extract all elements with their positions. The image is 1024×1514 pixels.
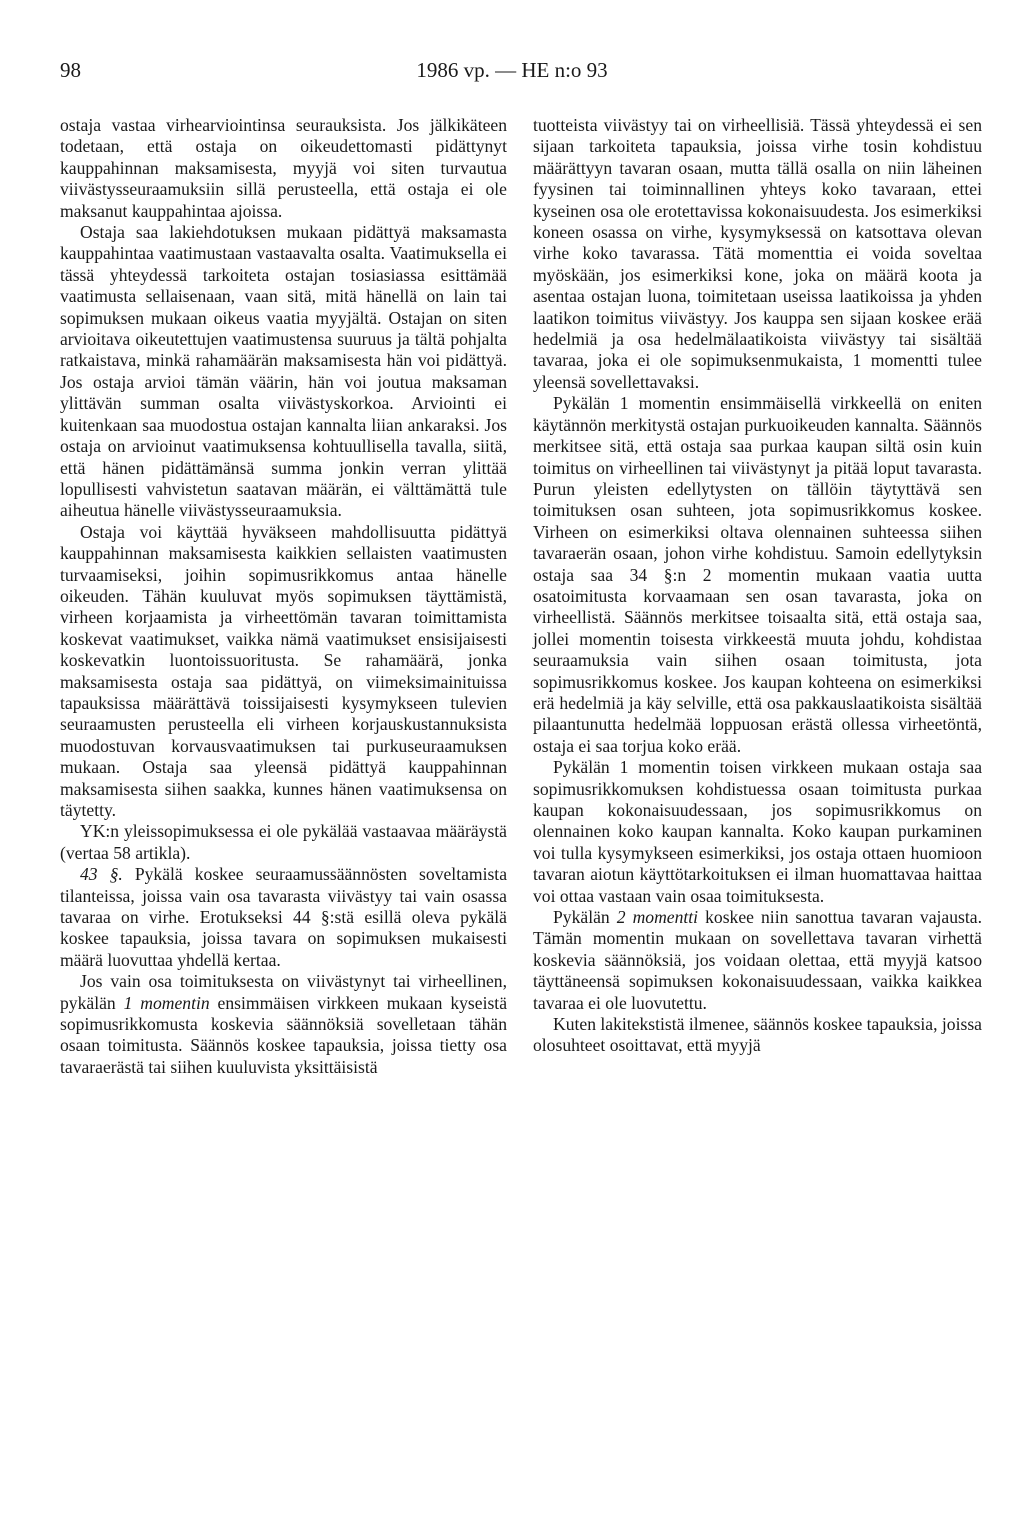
paragraph xyxy=(533,907,982,1014)
paragraph: Ostaja voi käyttää hyväkseen mahdollisuutta pidättyä kauppahinnan maksamisesta kaikkien sellaisten vaatimusten turvaamiseksi, joihin sopimusrikkomus antaa hänelle oikeuden. Tähän kuuluvat myös sopimuksen täyttämistä, virheen korjaamista ja virheettömän tavaran toimittamista koskevat vaatimukset, vaikka nämä vaatimukset ensisijaisesti koskevatkin luontoissuoritusta. Se rahamäärä, jonka maksamisesta ostaja saa pidättyä, on viimeksimainituissa tapauksissa määrättävä toissijaisesti kysymykseen tulevien seuraamusten perusteella eli virheen korjauskustannuksista muodostuvan korvausvaatimuksen tai purkuseuraamuksen mukaan. Ostaja saa yleensä pidättyä kauppahinnan maksamisesta siihen saakka, kunnes hänen vaatimuksensa on täytetty. xyxy=(60,521,507,820)
page-number: 98 xyxy=(60,58,81,82)
paragraph-text: Pykälä koskee seuraamussäännösten soveltamista tilanteissa, joissa vain osa tavarasta viivästyy tai vain osassa tavaraa on virhe. Erotukseksi 44 §:stä esillä oleva pykälä koskee tapauksia, joissa tavara on sopimuksen mukaisesti määrä luovuttaa yhdellä kertaa. xyxy=(60,864,508,970)
paragraph: Kuten lakitekstistä ilmenee, säännös koskee tapauksia, joissa olosuhteet osoittavat, että myyjä xyxy=(533,1014,982,1056)
paragraph-text: Pykälän xyxy=(553,907,617,928)
paragraph: tuotteista viivästyy tai on virheellisiä. Tässä yhteydessä ei sen sijaan tarkoiteta tapauksia, joissa virhe tosin kohdistuu määrättyyn tavaran osaan, mutta tällä osalla on niin läheinen fyysinen tai toiminnallinen yhteys koko tavaraan, ettei kyseinen osa ole erotettavissa kokonaisuudesta. Jos esimerkiksi koneen osassa on virhe, kysymyksessä on katsottava olevan virhe koko tavarassa. Tätä momenttia ei voida soveltaa myöskään, jos esimerkiksi kone, joka on määrä koota ja asentaa ostajan luona, toimitetaan useissa laatikoissa ja yhden laatikon toimitus viivästyy. Jos kauppa sen sijaan koskee erää hedelmiä ja osa hedelmälaatikoista viivästyy tai sisältää tavaraa, joka ei ole sopimuksenmukaista, 1 momentti tulee yleensä sovellettavaksi. xyxy=(533,115,982,392)
page-header xyxy=(60,58,964,88)
paragraph xyxy=(60,864,507,971)
paragraph xyxy=(60,971,507,1078)
emphasis-term: 2 momentti xyxy=(616,907,699,928)
emphasis-term: 1 momentin xyxy=(123,992,210,1013)
section-reference: 43 §. xyxy=(80,864,123,885)
paragraph: Pykälän 1 momentin ensimmäisellä virkkeellä on eniten käytännön merkitystä ostajan purkuoikeuden kannalta. Säännös merkitsee sitä, että ostaja saa purkaa kaupan siltä osin kuin toimitus on virheellinen tai viivästynyt ja pitää loput tavarasta. Purun yleisten edellytysten on tällöin täytyttävä sen toimituksen osan suhteen, jota sopimusrikkomus koskee. Virheen on esimerkiksi oltava olennainen suhteessa siihen tavaraerän osaan, johon virhe kohdistuu. Samoin edellytyksin ostaja saa 34 §:n 2 momentin mukaan vaatia uutta osatoimitusta korvaamaan sen osan tavarasta, joka on virheellistä. Säännös merkitsee toisaalta sitä, että ostaja saa, jollei momentin toisesta virkkeestä muuta johdu, kohdistaa seuraamuksia vain siihen osaan toimitusta, jota sopimusrikkomus koskee. Jos kaupan kohteena on esimerkiksi erä hedelmiä ja käy selville, että osa pakkauslaatikoista sisältää pilaantunutta hedelmää loppuosan erästä ollessa virheetöntä, ostaja ei saa torjua koko erää. xyxy=(533,393,982,756)
paragraph: Pykälän 1 momentin toisen virkkeen mukaan ostaja saa sopimusrikkomuksen kohdistuessa osaan toimitusta purkaa kaupan kokonaisuudessaan, jos sopimusrikkomus on olennainen koko kaupan kannalta. Koko kaupan purkaminen voi tulla kysymykseen esimerkiksi, jos ostaja ottaen huomioon tavaran aiotun käyttötarkoituksen ei ilman huomattavaa haittaa voi ottaa vastaan vain osaa toimituksesta. xyxy=(533,757,982,906)
right-column xyxy=(533,115,982,1057)
paragraph: YK:n yleissopimuksessa ei ole pykälää vastaavaa määräystä (vertaa 58 artikla). xyxy=(60,821,507,863)
left-column xyxy=(60,115,507,1078)
paragraph: ostaja vastaa virhearviointinsa seurauksista. Jos jälkikäteen todetaan, että ostaja on oikeudettomasti pidättynyt kauppahinnan maksamisesta, myyjä voi siten turvautua viivästysseuraamuksiin sillä perusteella, että ostaja ei ole maksanut kauppahintaa ajoissa. xyxy=(60,115,507,221)
paragraph-text: koskee niin sanottua tavaran vajausta. Tämän momentin mukaan on sovellettava tavaran virhettä koskevia säännöksiä, jos voidaan olettaa, että myyjä katsoo täyttäneensä sopimuksen kokonaisuudessaan, vaikka kaikkea tavaraa ei ole luovutettu. xyxy=(533,907,982,1013)
paragraph-text: Jos vain osa toimituksesta on viivästynyt tai virheellinen, pykälän xyxy=(60,971,507,1013)
paragraph: Ostaja saa lakiehdotuksen mukaan pidättyä maksamasta kauppahintaa vaatimustaan vastaavalta osalta. Vaatimuksella ei tässä yhteydessä tarkoiteta ostajan tosiasiassa esittämää vaatimusta sellaisenaan, vaan sitä, mitä hänellä on lain tai sopimuksen mukaan oikeus vaatia myyjältä. Ostajan on siten arvioitava oikeutettujen vaatimustensa suuruus ja tältä pohjalta ratkaistava, minkä rahamäärän maksamisesta hän voi pidättyä. Jos ostaja arvioi tämän väärin, hän voi joutua maksaman ylittävän summan osalta viivästyskorkoa. Arviointi ei kuitenkaan saa muodostua ostajan kannalta liian ankaraksi. Jos ostaja on arvioinut vaatimuksensa kohtuullisella tavalla, siitä, että hänen pidättämänsä summa jonkin verran ylittää lopullisesti vahvistetun saatavan määrän, ei välttämättä tule aiheutua hänelle viivästysseuraamuksia. xyxy=(60,222,507,521)
paragraph-text: ensimmäisen virkkeen mukaan kyseistä sopimusrikkomusta koskevia säännöksiä sovelletaan tähän osaan toimitusta. Säännös koskee tapauksia, joissa tietty osa tavaraerästä tai siihen kuuluvista yksittäisistä xyxy=(60,992,508,1077)
running-head: 1986 vp. — HE n:o 93 xyxy=(416,58,608,82)
